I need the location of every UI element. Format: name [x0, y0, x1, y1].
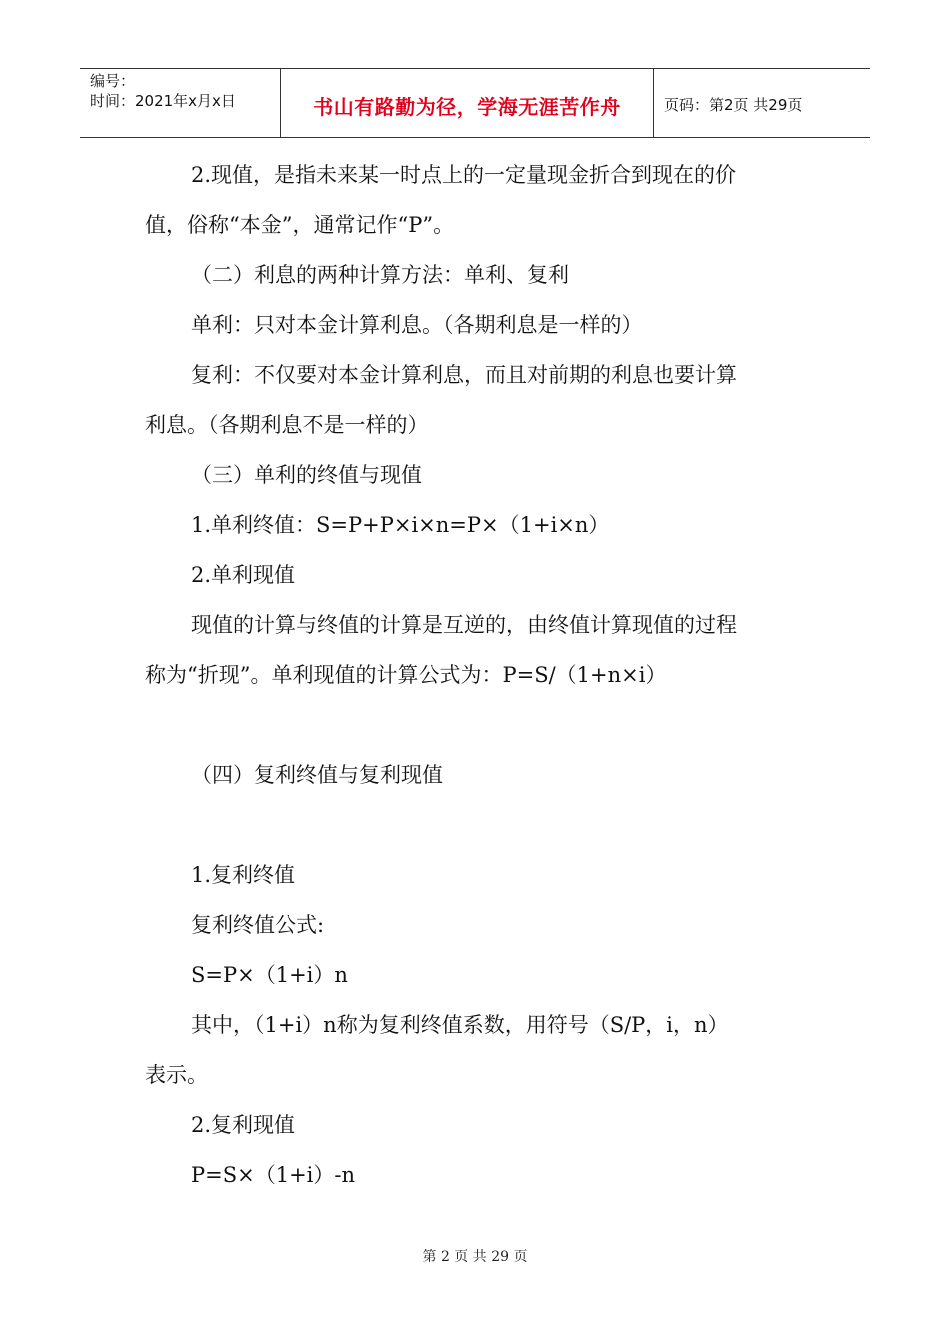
paragraph-line: 现值的计算与终值的计算是互逆的，由终值计算现值的过程	[191, 613, 737, 637]
paragraph-line: 其中，（1+i）n称为复利终值系数，用符号（S/P，i，n）	[191, 1013, 729, 1037]
header-middle-cell	[281, 69, 654, 137]
paragraph-line: 2.现值，是指未来某一时点上的一定量现金折合到现在的价	[191, 163, 737, 187]
document-date-label: 时间：2021年x月x日	[90, 92, 236, 110]
page-footer: 第 2 页 共 29 页	[422, 1249, 528, 1265]
paragraph-line: 1.复利终值	[191, 863, 296, 887]
paragraph-line: 表示。	[145, 1063, 208, 1087]
section-heading: （四）复利终值与复利现值	[191, 763, 443, 787]
paragraph-line: 单利：只对本金计算利息。（各期利息是一样的）	[191, 313, 643, 337]
document-number-label: 编号：	[90, 72, 136, 90]
formula-line: 1.单利终值：S=P+P×i×n=P×（1+i×n）	[191, 513, 610, 537]
paragraph-line: 利息。（各期利息不是一样的）	[145, 413, 429, 437]
formula-line: P=S×（1+i）-n	[191, 1163, 356, 1187]
section-heading: （二）利息的两种计算方法：单利、复利	[191, 263, 569, 287]
formula-line: 称为“折现”。单利现值的计算公式为：P=S/（1+n×i）	[145, 663, 667, 687]
header-left-cell	[80, 69, 281, 137]
formula-line: S=P×（1+i）n	[191, 963, 348, 987]
paragraph-line: 2.单利现值	[191, 563, 296, 587]
section-heading: （三）单利的终值与现值	[191, 463, 422, 487]
paragraph-line: 值，俗称“本金”，通常记作“P”。	[145, 213, 455, 237]
paragraph-line: 复利：不仅要对本金计算利息，而且对前期的利息也要计算	[191, 363, 737, 387]
header-page-info: 页码：第2页 共29页	[664, 96, 803, 114]
page-header	[80, 68, 870, 138]
paragraph-line: 复利终值公式:	[191, 913, 325, 937]
header-right-cell	[654, 69, 870, 137]
header-motto: 书山有路勤为径，学海无涯苦作舟	[313, 95, 621, 119]
paragraph-line: 2.复利现值	[191, 1113, 296, 1137]
